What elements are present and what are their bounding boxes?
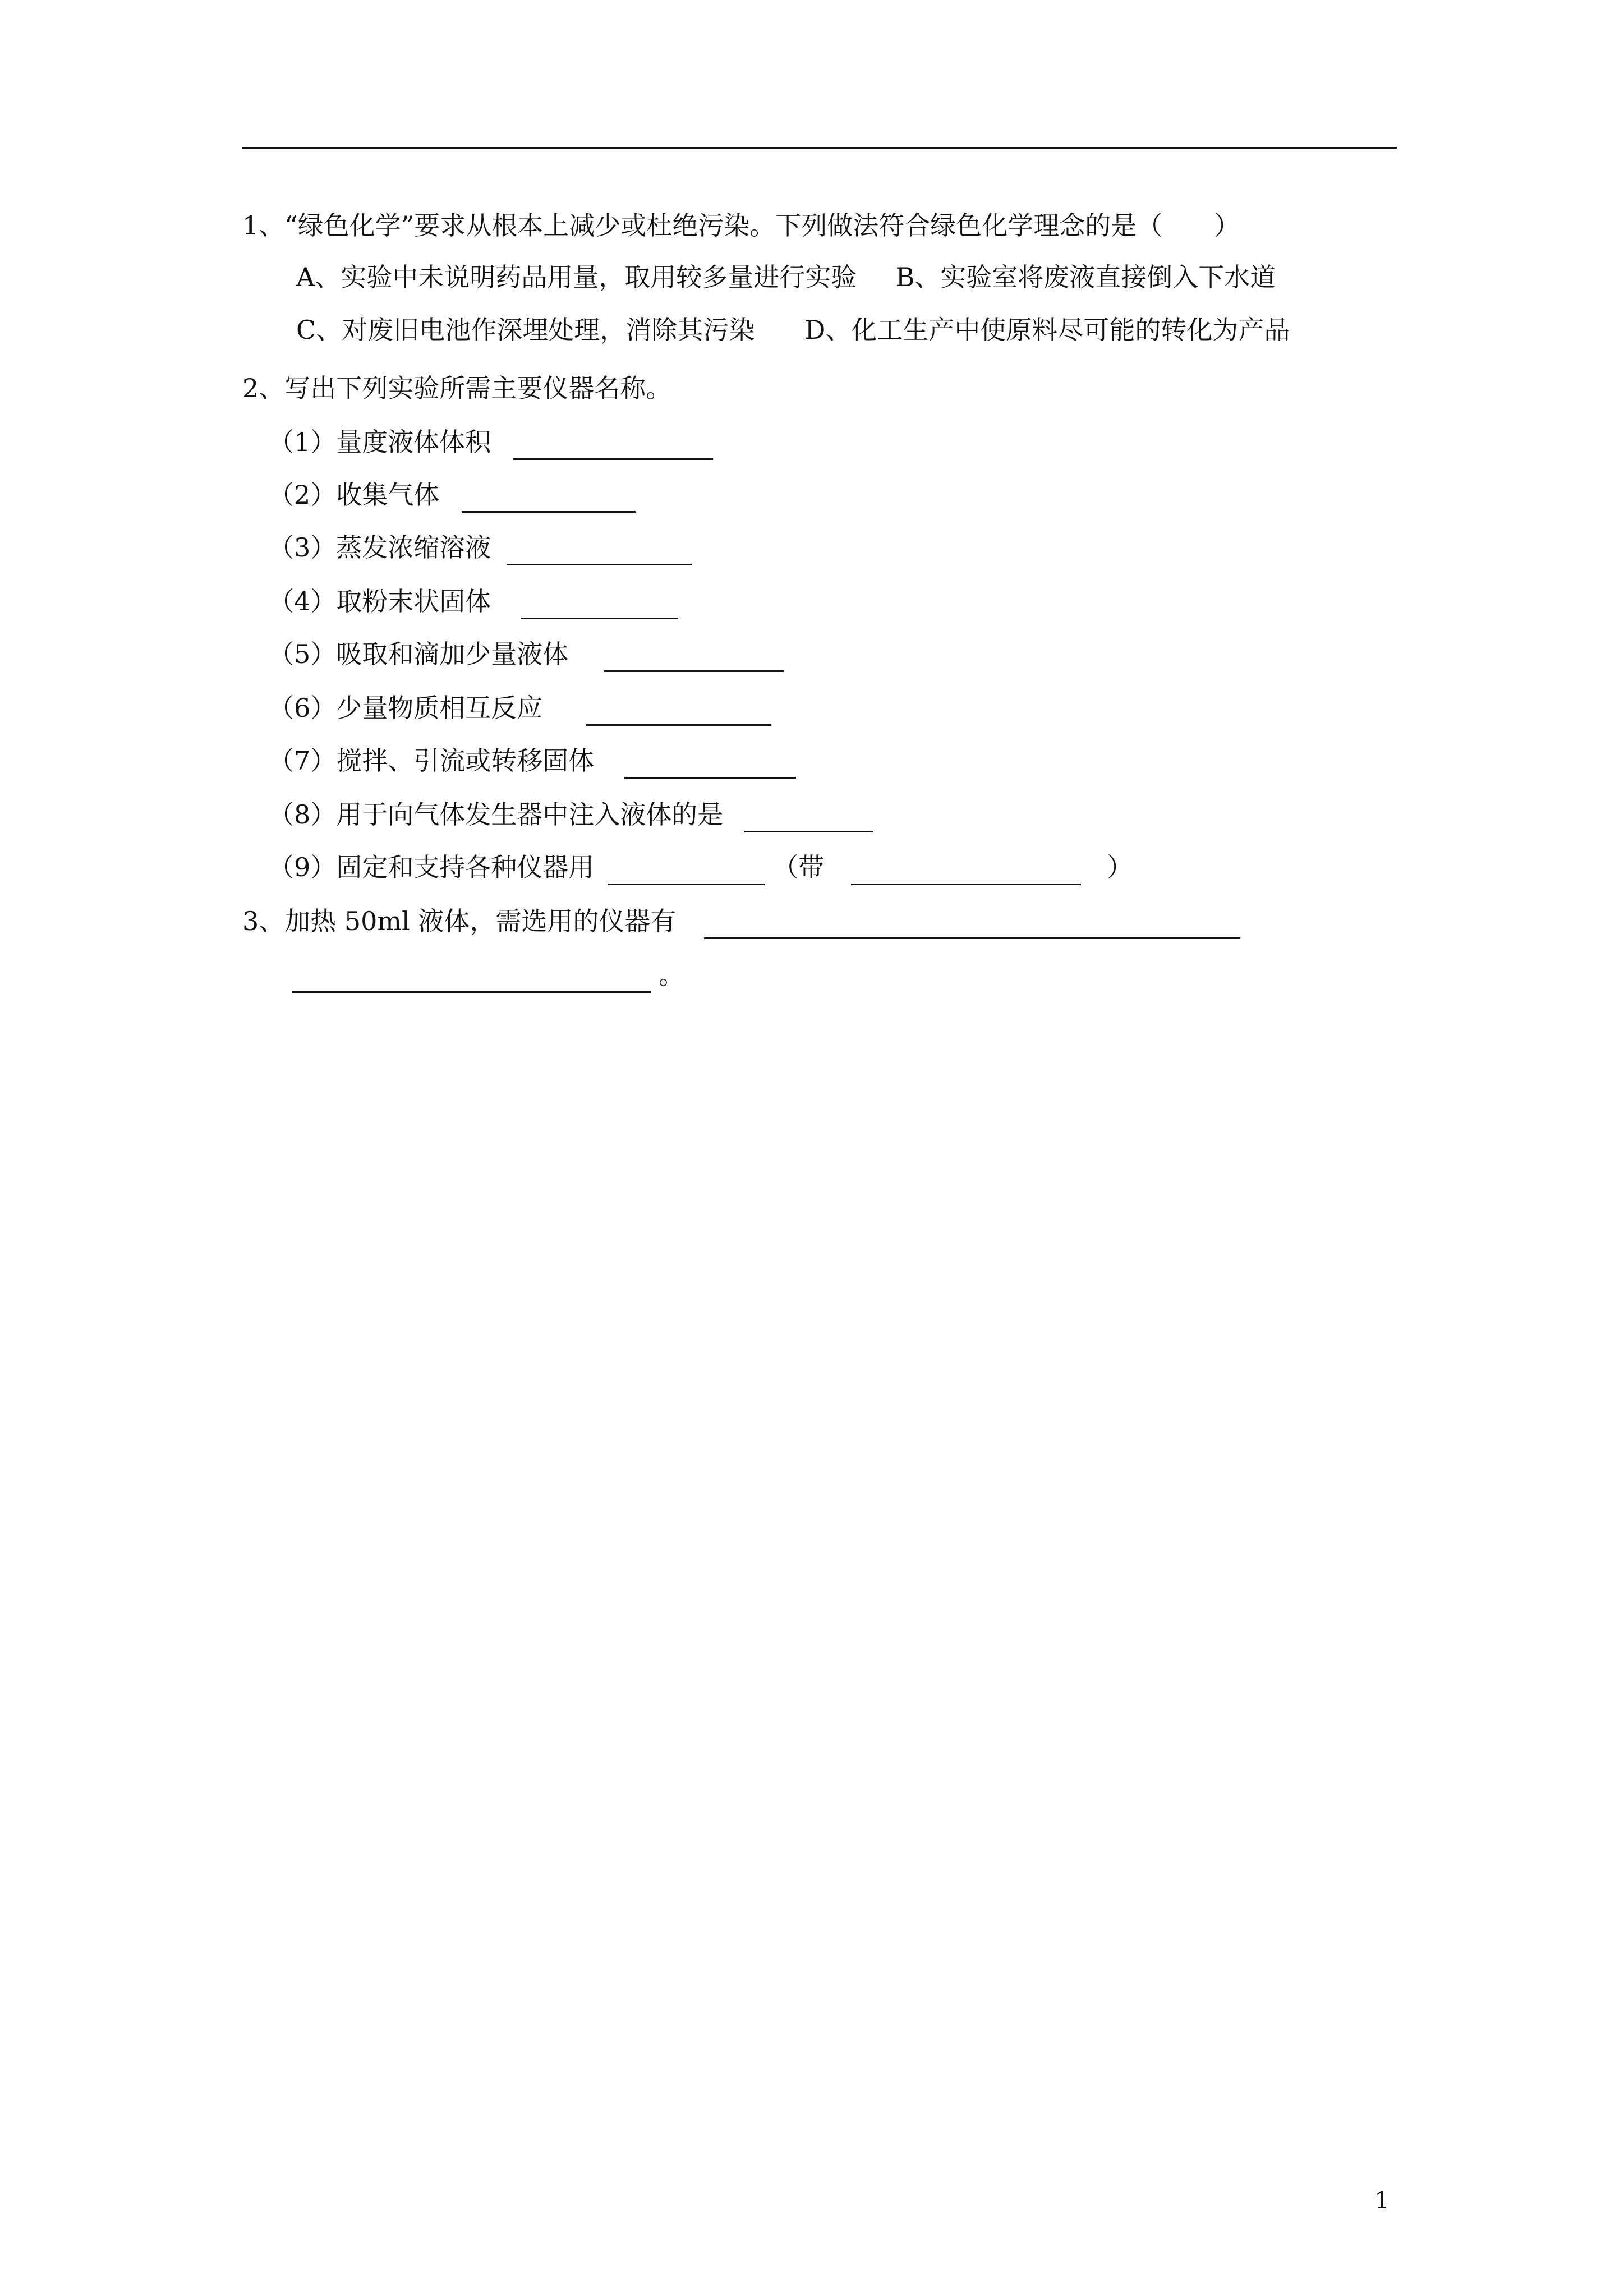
- question-1-options-cd: [296, 312, 1290, 348]
- question-2-item: [268, 530, 700, 565]
- question-2-item: [268, 583, 686, 619]
- option-d: D、化工生产中使原料尽可能的转化为产品: [804, 315, 1290, 345]
- answer-blank[interactable]: [292, 965, 651, 993]
- option-b: B、实验室将废液直接倒入下水道: [895, 262, 1276, 292]
- question-3-continuation: [292, 957, 684, 993]
- question-2-item: [268, 690, 779, 726]
- question-1-options-ab: [296, 259, 1276, 295]
- paren-close: ）: [1107, 852, 1133, 882]
- answer-blank[interactable]: [704, 912, 1240, 939]
- item-label: （9）固定和支持各种仪器用: [268, 852, 595, 882]
- answer-blank[interactable]: [462, 485, 636, 513]
- paren-open: （带: [772, 852, 825, 882]
- option-a: A、实验中未说明药品用量，取用较多量进行实验: [296, 262, 857, 292]
- answer-blank[interactable]: [851, 858, 1081, 885]
- item-label: （4）取粉末状固体: [268, 586, 491, 616]
- question-2-stem: 2、写出下列实验所需主要仪器名称。: [242, 373, 672, 403]
- page-number: 1: [1374, 2187, 1390, 2214]
- item-label: （6）少量物质相互反应: [268, 693, 543, 723]
- question-2-item: [268, 743, 804, 779]
- question-2-item: [268, 424, 721, 460]
- question-2-item: [268, 636, 792, 672]
- answer-blank[interactable]: [586, 698, 771, 726]
- question-3-end: 。: [659, 960, 684, 990]
- item-label: （5）吸取和滴加少量液体: [268, 639, 569, 669]
- answer-blank[interactable]: [507, 538, 692, 565]
- answer-blank[interactable]: [604, 645, 784, 672]
- question-2-item: [268, 797, 881, 832]
- option-c: C、对废旧电池作深埋处理，消除其污染: [296, 315, 755, 345]
- answer-blank[interactable]: [608, 858, 765, 885]
- question-1-stem: 1、“绿色化学”要求从根本上减少或杜绝污染。下列做法符合绿色化学理念的是（ ）: [242, 210, 1240, 241]
- item-label: （2）收集气体: [268, 480, 440, 510]
- answer-blank[interactable]: [521, 592, 678, 619]
- item-label: （8）用于向气体发生器中注入液体的是: [268, 799, 724, 830]
- question-3-stem-line: [242, 903, 1248, 939]
- question-3-stem: 3、加热 50ml 液体，需选用的仪器有: [242, 906, 677, 936]
- item-label: （3）蒸发浓缩溶液: [268, 532, 491, 563]
- header-rule: [242, 147, 1397, 149]
- question-2-item: [268, 477, 643, 513]
- item-label: （7）搅拌、引流或转移固体: [268, 746, 595, 776]
- answer-blank[interactable]: [624, 751, 796, 779]
- item-label: （1）量度液体体积: [268, 427, 491, 457]
- answer-blank[interactable]: [513, 432, 713, 460]
- question-2-item: [268, 849, 1133, 885]
- answer-blank[interactable]: [744, 805, 873, 832]
